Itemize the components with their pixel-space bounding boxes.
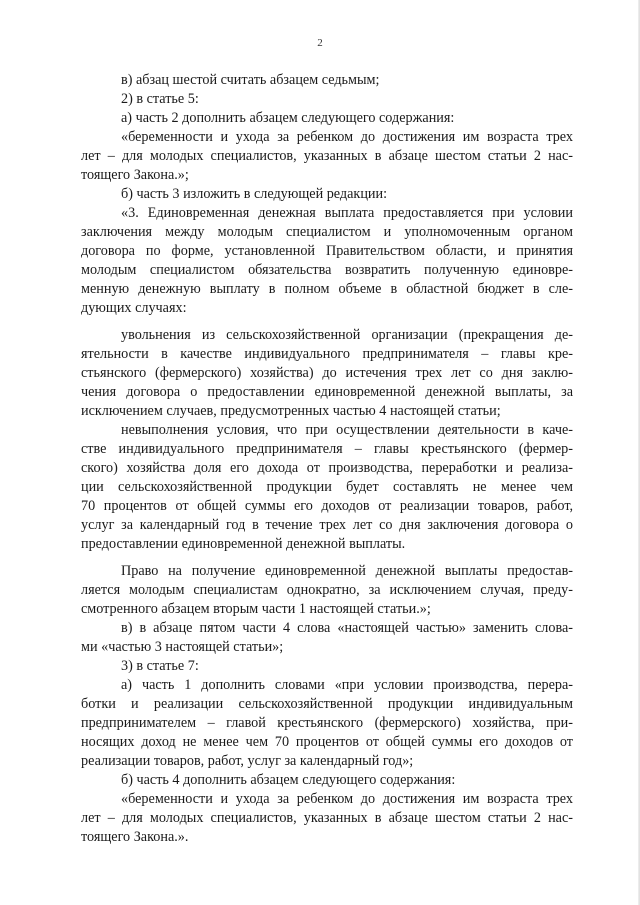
text-line: предоставлении единовременной денежной выплаты. — [81, 536, 406, 552]
text-line: ми «частью 3 настоящей статьи»; — [81, 639, 284, 655]
document-body — [81, 71, 573, 847]
text-line: услуг за календарный год в течение трех лет со дня заключения договора о — [81, 517, 573, 533]
text-line: смотренного абзацем вторым части 1 настоящей статьи.»; — [81, 601, 431, 617]
text-line: «беременности и ухода за ребенком до достижения им возраста трех — [121, 129, 573, 145]
text-line: ляется молодым специалистам однократно, за исключением случая, преду- — [81, 582, 573, 598]
text-line: ботки и реализации сельскохозяйственной продукции индивидуальным — [81, 696, 573, 712]
text-line: а) часть 2 дополнить абзацем следующего содержания: — [121, 110, 455, 126]
text-line: тоящего Закона.»; — [81, 167, 189, 183]
text-line: в) в абзаце пятом части 4 слова «настоящей частью» заменить слова- — [121, 620, 573, 636]
text-line: тоящего Закона.». — [81, 829, 189, 845]
text-line: б) часть 3 изложить в следующей редакции: — [121, 186, 388, 202]
text-line: стьянского (фермерского) хозяйства) до истечения трех лет со дня заклю- — [81, 365, 573, 381]
text-line: дующих случаях: — [81, 300, 187, 316]
text-line: предпринимателем – главой крестьянского (фермерского) хозяйства, при- — [81, 715, 573, 731]
text-line: а) часть 1 дополнить словами «при условии производства, перера- — [121, 677, 573, 693]
text-line: реализации товаров, работ, услуг за календарный год»; — [81, 753, 414, 769]
text-line: 3) в статье 7: — [121, 658, 199, 674]
text-line: невыполнения условия, что при осуществлении деятельности в каче- — [121, 422, 573, 438]
text-line: исключением случаев, предусмотренных частью 4 настоящей статьи; — [81, 403, 501, 419]
text-line: 70 процентов от общей суммы его доходов от реализации товаров, работ, — [81, 498, 573, 514]
text-line: ского) хозяйства доля его дохода от производства, переработки и реализа- — [81, 460, 573, 476]
text-line: 2) в статье 5: — [121, 91, 199, 107]
text-line: ции сельскохозяйственной продукции будет составлять не менее чем — [81, 479, 573, 495]
text-line: договора по форме, установленной Правительством области, и принятия — [81, 243, 573, 259]
text-line: заключения между молодым специалистом и уполномоченным органом — [81, 224, 573, 240]
text-line: Право на получение единовременной денежной выплаты предостав- — [121, 563, 573, 579]
text-line: носящих доход не менее чем 70 процентов от общей суммы его доходов от — [81, 734, 573, 750]
text-line: в) абзац шестой считать абзацем седьмым; — [121, 72, 380, 88]
text-line: стве индивидуального предпринимателя – главы крестьянского (фермер- — [81, 441, 573, 457]
text-line: «беременности и ухода за ребенком до достижения им возраста трех — [121, 791, 573, 807]
text-line: б) часть 4 дополнить абзацем следующего содержания: — [121, 772, 456, 788]
text-line: лет – для молодых специалистов, указанных в абзаце шестом статьи 2 нас- — [81, 810, 573, 826]
text-line: менную денежную выплату в полном объеме в областной бюджет в сле- — [81, 281, 573, 297]
text-line: лет – для молодых специалистов, указанных в абзаце шестом статьи 2 нас- — [81, 148, 573, 164]
page-number: 2 — [317, 37, 323, 49]
text-line: «3. Единовременная денежная выплата предоставляется при условии — [121, 205, 573, 221]
text-line: ятельности в качестве индивидуального предпринимателя – главы кре- — [81, 346, 573, 362]
text-line: молодым специалистом обязательства возвратить полученную единовре- — [81, 262, 573, 278]
text-line: чения договора о предоставлении единовременной денежной выплаты, за — [81, 384, 573, 400]
text-line: увольнения из сельскохозяйственной организации (прекращения де- — [121, 327, 573, 343]
